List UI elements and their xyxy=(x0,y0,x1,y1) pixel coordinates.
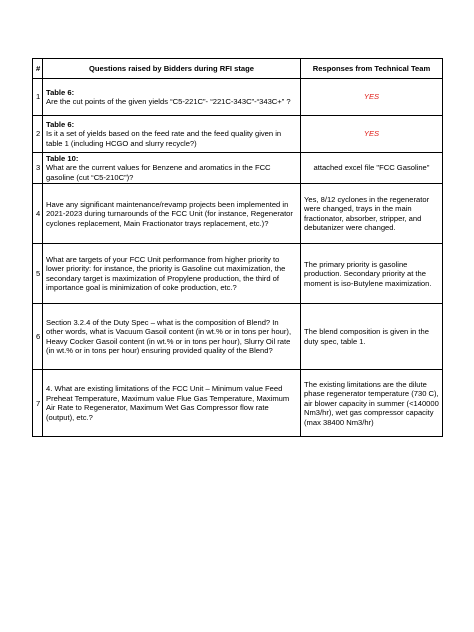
response-cell xyxy=(301,370,443,437)
row-number: 7 xyxy=(33,370,43,437)
response-text: YES xyxy=(363,92,380,102)
header-responses: Responses from Technical Team xyxy=(301,59,443,79)
response-text: Yes, 8/12 cyclones in the regenerator were changed, trays in the main fractionator, absorber, stripper, and debutanizer were changed. xyxy=(304,194,430,233)
question-text: Have any significant maintenance/revamp projects been implemented in 2021-2023 during turnarounds of the FCC Unit (for instance, Regenerator cyclones replacement, Main Fractionator trays replacement, etc.)? xyxy=(46,199,293,228)
table-row xyxy=(33,79,443,116)
row-number: 5 xyxy=(33,244,43,304)
question-cell xyxy=(43,244,301,304)
header-number: # xyxy=(33,59,43,79)
row-number: 1 xyxy=(33,79,43,116)
question-cell xyxy=(43,116,301,153)
row-number: 3 xyxy=(33,153,43,184)
question-heading: Table 6: xyxy=(46,119,75,129)
response-cell xyxy=(301,116,443,153)
response-text: The primary priority is gasoline production. Secondary priority at the moment is iso-Butylene maximization. xyxy=(304,259,432,288)
response-cell xyxy=(301,184,443,244)
question-text: What are the current values for Benzene and aromatics in the FCC gasoline (cut “C5-210C”)? xyxy=(46,163,271,182)
question-text: 4. What are existing limitations of the FCC Unit – Minimum value Feed Preheat Temperature, Maximum value Flue Gas Temperature, Maximum Air Rate to Regenerator, Maximum Wet Gas Compressor flow rate (output), etc.? xyxy=(46,384,290,422)
response-text: attached excel file "FCC Gasoline" xyxy=(313,163,430,173)
question-cell xyxy=(43,184,301,244)
rfi-table xyxy=(32,58,443,437)
table-header-row xyxy=(33,59,443,79)
table-row xyxy=(33,153,443,184)
response-cell xyxy=(301,244,443,304)
response-cell xyxy=(301,79,443,116)
question-text: What are targets of your FCC Unit performance from higher priority to lower priority: for instance, the priority is Gasoline cut maximization, the secondary target is maximization of Propylene production, the third of importance goal is minimization of coke production, etc.? xyxy=(46,254,286,293)
question-text: Section 3.2.4 of the Duty Spec – what is the composition of Blend? In other words, what is Vacuum Gasoil content (in wt.% or in tons per hour), Heavy Cocker Gasoil content (in wt.% or in tons per hour), Slurry Oil rate (in wt.% or in tons per hour) ensuring provided quality of the Blend? xyxy=(46,317,292,356)
question-cell xyxy=(43,79,301,116)
row-number: 2 xyxy=(33,116,43,153)
header-questions: Questions raised by Bidders during RFI stage xyxy=(43,59,301,79)
question-cell xyxy=(43,370,301,437)
table-row xyxy=(33,304,443,370)
question-cell xyxy=(43,153,301,184)
row-number: 4 xyxy=(33,184,43,244)
table-row xyxy=(33,370,443,437)
row-number: 6 xyxy=(33,304,43,370)
question-text: Is it a set of yields based on the feed rate and the feed quality given in table 1 (including HCGO and slurry recycle?) xyxy=(46,129,282,148)
response-cell xyxy=(301,304,443,370)
question-text: Are the cut points of the given yields “C5-221C”- “221C-343C”-“343C+” ? xyxy=(46,97,291,106)
response-cell xyxy=(301,153,443,184)
question-heading: Table 6: xyxy=(46,87,75,97)
question-cell xyxy=(43,304,301,370)
table-row xyxy=(33,184,443,244)
response-text: The existing limitations are the dilute phase regenerator temperature (730 C), air blower capacity in summer (<140000 Nm3/hr), wet gas compressor capacity (max 38400 Nm3/hr) xyxy=(304,379,439,427)
table-row xyxy=(33,116,443,153)
question-heading: Table 10: xyxy=(46,154,79,163)
table-row xyxy=(33,244,443,304)
response-text: YES xyxy=(363,129,380,139)
response-text: The blend composition is given in the duty spec, table 1. xyxy=(304,327,429,346)
